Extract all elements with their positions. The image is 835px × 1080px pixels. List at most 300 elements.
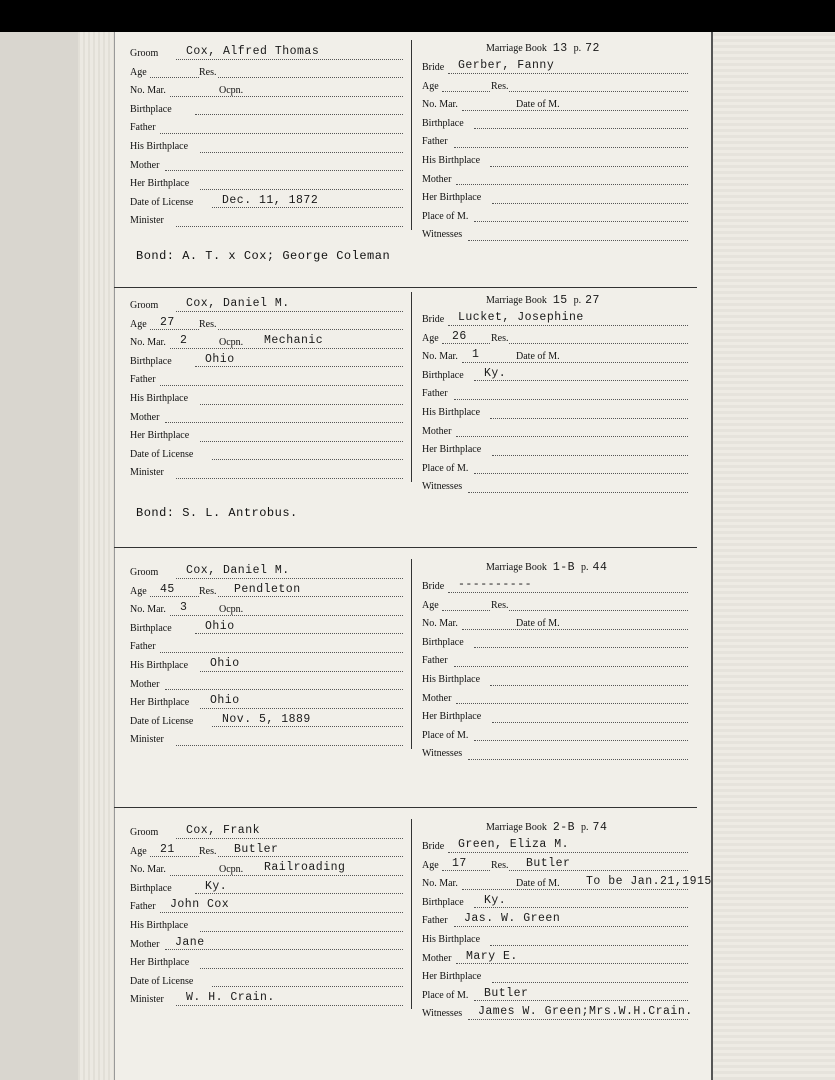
field-row-her-birthplace xyxy=(416,967,696,986)
label-date-of-license: Date of License xyxy=(130,196,194,208)
label-mother: Mother xyxy=(130,411,160,423)
dotted-line xyxy=(442,343,688,344)
field-row-witnesses xyxy=(416,477,696,496)
groom-section xyxy=(124,44,409,230)
label-date-of-m: Date of M. xyxy=(516,878,560,890)
marriage-book-line xyxy=(486,561,607,574)
field-row-bride xyxy=(416,310,696,329)
dotted-line xyxy=(462,362,688,363)
field-row-bride xyxy=(416,837,696,856)
value-mother: Mary E. xyxy=(466,949,518,963)
dotted-line xyxy=(195,366,403,367)
value-birthplace: Ky. xyxy=(484,893,507,907)
label-his-birthplace: His Birthplace xyxy=(130,919,189,931)
label-birthplace: Birthplace xyxy=(130,622,172,634)
marriage-book-number: 1-B xyxy=(552,561,576,574)
label-mother: Mother xyxy=(422,173,452,185)
value-father: John Cox xyxy=(170,898,230,912)
value-birthplace: Ohio xyxy=(205,352,235,366)
label-father: Father xyxy=(422,915,448,927)
label-age: Age xyxy=(422,599,439,611)
field-row-no-mar xyxy=(124,81,409,100)
field-row-age xyxy=(416,596,696,615)
label-ocpn: Ocpn. xyxy=(219,864,244,876)
left-margin xyxy=(78,32,114,1080)
label-mother: Mother xyxy=(422,952,452,964)
label-res: Res. xyxy=(199,585,217,597)
field-row-place-of-m xyxy=(416,207,696,226)
label-her-birthplace: Her Birthplace xyxy=(130,697,190,709)
label-groom: Groom xyxy=(130,827,159,838)
label-birthplace: Birthplace xyxy=(422,636,464,648)
dotted-line xyxy=(442,870,688,871)
dotted-line xyxy=(200,189,403,190)
dotted-line xyxy=(492,203,688,204)
field-row-mother xyxy=(416,170,696,189)
label-father: Father xyxy=(130,122,156,134)
label-place-of-m: Place of M. xyxy=(422,729,469,741)
label-father: Father xyxy=(422,136,448,148)
label-birthplace: Birthplace xyxy=(130,103,172,115)
dotted-line xyxy=(448,592,688,593)
dotted-line xyxy=(165,170,403,171)
dotted-line xyxy=(474,473,688,474)
dotted-line xyxy=(165,422,403,423)
bond-line: Bond: A. T. x Cox; George Coleman xyxy=(136,249,391,263)
field-row-her-birthplace xyxy=(124,693,409,712)
marriage-record xyxy=(114,563,697,758)
dotted-line xyxy=(442,610,688,611)
field-row-no-mar xyxy=(416,347,696,366)
label-father: Father xyxy=(130,641,156,653)
field-row-mother xyxy=(416,689,696,708)
field-row-her-birthplace xyxy=(124,426,409,445)
value-bride: ---------- xyxy=(458,578,533,591)
field-row-no-mar xyxy=(124,600,409,619)
value-age: 17 xyxy=(452,856,467,870)
dotted-line xyxy=(474,380,688,381)
field-row-date-of-license xyxy=(124,972,409,991)
marriage-book-label: Marriage Book xyxy=(486,43,547,54)
field-row-mother xyxy=(416,422,696,441)
bride-section xyxy=(416,44,696,244)
label-her-birthplace: Her Birthplace xyxy=(422,192,482,204)
field-row-age xyxy=(416,856,696,875)
value-her-birthplace: Ohio xyxy=(210,694,240,708)
field-row-no-mar xyxy=(416,874,712,893)
label-age: Age xyxy=(422,332,439,344)
bride-section xyxy=(416,821,712,1023)
label-groom: Groom xyxy=(130,567,159,578)
dotted-line xyxy=(456,436,688,437)
value-no-mar: 1 xyxy=(472,348,480,362)
label-his-birthplace: His Birthplace xyxy=(130,659,189,671)
label-place-of-m: Place of M. xyxy=(422,462,469,474)
label-her-birthplace: Her Birthplace xyxy=(422,711,482,723)
field-row-her-birthplace xyxy=(124,174,409,193)
dotted-line xyxy=(170,875,403,876)
value-date-of-license: Nov. 5, 1889 xyxy=(222,712,311,726)
field-row-minister xyxy=(124,730,409,749)
field-row-date-of-license xyxy=(124,445,409,464)
dotted-line xyxy=(448,73,688,74)
dotted-line xyxy=(212,459,403,460)
field-row-witnesses xyxy=(416,1004,696,1023)
dotted-line xyxy=(150,77,403,78)
marriage-book-number: 2-B xyxy=(552,821,576,834)
label-age: Age xyxy=(422,859,439,871)
dotted-line xyxy=(200,441,403,442)
label-her-birthplace: Her Birthplace xyxy=(130,430,190,442)
dotted-line xyxy=(212,207,403,208)
dotted-line xyxy=(170,96,403,97)
label-his-birthplace: His Birthplace xyxy=(422,154,481,166)
page-edge xyxy=(711,32,713,1080)
field-row-minister xyxy=(124,990,409,1009)
label-age: Age xyxy=(130,318,147,330)
value-bride: Green, Eliza M. xyxy=(458,838,570,851)
page-label: p. xyxy=(573,295,582,306)
label-res: Res. xyxy=(199,845,217,857)
field-row-mother xyxy=(124,935,409,954)
dotted-line xyxy=(448,852,688,853)
field-row-groom xyxy=(124,296,409,315)
value-age: 27 xyxy=(160,315,175,329)
value-birthplace: Ohio xyxy=(205,619,235,633)
field-row-father xyxy=(416,384,696,403)
label-res: Res. xyxy=(199,66,217,78)
marriage-book-label: Marriage Book xyxy=(486,822,547,833)
dotted-line xyxy=(474,1000,688,1001)
column-divider xyxy=(411,559,412,749)
value-res: Butler xyxy=(526,856,571,870)
dotted-line xyxy=(490,166,688,167)
label-res: Res. xyxy=(491,332,509,344)
label-mother: Mother xyxy=(422,425,452,437)
field-row-age xyxy=(416,329,696,348)
label-witnesses: Witnesses xyxy=(422,229,463,241)
value-his-birthplace: Ohio xyxy=(210,656,240,670)
column-divider xyxy=(411,40,412,230)
dotted-line xyxy=(176,745,403,746)
value-res: Butler xyxy=(234,842,279,856)
dotted-line xyxy=(200,708,403,709)
value-groom: Cox, Daniel M. xyxy=(186,297,290,310)
field-row-date-of-license xyxy=(124,712,409,731)
label-father: Father xyxy=(130,374,156,386)
dotted-line xyxy=(195,633,403,634)
groom-section xyxy=(124,296,409,482)
label-bride: Bride xyxy=(422,62,445,73)
field-row-father xyxy=(416,132,696,151)
field-row-father xyxy=(124,118,409,137)
field-row-groom xyxy=(124,563,409,582)
label-witnesses: Witnesses xyxy=(422,748,463,760)
value-no-mar: 3 xyxy=(180,601,188,615)
value-witnesses: James W. Green;Mrs.W.H.Crain. xyxy=(478,1005,693,1019)
field-row-father xyxy=(124,370,409,389)
dotted-line xyxy=(170,615,403,616)
value-groom: Cox, Alfred Thomas xyxy=(186,45,320,58)
label-age: Age xyxy=(130,66,147,78)
dotted-line xyxy=(176,838,403,839)
value-ocpn: Mechanic xyxy=(264,334,324,348)
dotted-line xyxy=(454,926,688,927)
dotted-line xyxy=(468,240,688,241)
dotted-line xyxy=(490,418,688,419)
label-father: Father xyxy=(422,655,448,667)
label-his-birthplace: His Birthplace xyxy=(422,933,481,945)
dotted-line xyxy=(474,740,688,741)
field-row-her-birthplace xyxy=(124,953,409,972)
field-row-birthplace xyxy=(416,114,696,133)
dotted-line xyxy=(492,982,688,983)
dotted-line xyxy=(456,703,688,704)
label-ocpn: Ocpn. xyxy=(219,604,244,616)
label-minister: Minister xyxy=(130,994,164,1006)
dotted-line xyxy=(150,329,403,330)
dotted-line xyxy=(195,114,403,115)
value-groom: Cox, Frank xyxy=(186,824,261,837)
field-row-his-birthplace xyxy=(124,137,409,156)
dotted-line xyxy=(474,128,688,129)
field-row-witnesses xyxy=(416,744,696,763)
field-row-his-birthplace xyxy=(416,151,696,170)
label-her-birthplace: Her Birthplace xyxy=(422,444,482,456)
bride-section xyxy=(416,296,696,496)
label-mother: Mother xyxy=(130,938,160,950)
label-mother: Mother xyxy=(422,692,452,704)
value-groom: Cox, Daniel M. xyxy=(186,564,290,577)
dotted-line xyxy=(448,325,688,326)
field-row-father xyxy=(124,637,409,656)
marriage-book-label: Marriage Book xyxy=(486,562,547,573)
dotted-line xyxy=(468,1019,688,1020)
record-separator xyxy=(114,807,697,808)
dotted-line xyxy=(160,133,403,134)
dotted-line xyxy=(454,147,688,148)
field-row-mother xyxy=(124,675,409,694)
value-father: Jas. W. Green xyxy=(464,912,561,926)
field-row-age xyxy=(416,77,696,96)
record-separator xyxy=(114,547,697,548)
label-no-mar: No. Mar. xyxy=(130,337,166,349)
dotted-line xyxy=(212,986,403,987)
label-minister: Minister xyxy=(130,467,164,479)
label-witnesses: Witnesses xyxy=(422,1008,463,1020)
label-no-mar: No. Mar. xyxy=(422,351,458,363)
value-age: 21 xyxy=(160,842,175,856)
field-row-birthplace xyxy=(124,100,409,119)
field-row-her-birthplace xyxy=(416,188,696,207)
field-row-age xyxy=(124,842,409,861)
label-no-mar: No. Mar. xyxy=(130,864,166,876)
dotted-line xyxy=(456,184,688,185)
label-birthplace: Birthplace xyxy=(422,896,464,908)
value-age: 45 xyxy=(160,582,175,596)
field-row-place-of-m xyxy=(416,726,696,745)
field-row-age xyxy=(124,582,409,601)
field-row-his-birthplace xyxy=(124,389,409,408)
label-date-of-license: Date of License xyxy=(130,448,194,460)
value-bride: Lucket, Josephine xyxy=(458,311,584,324)
record-separator xyxy=(114,287,697,288)
label-her-birthplace: Her Birthplace xyxy=(130,178,190,190)
groom-section xyxy=(124,563,409,749)
label-age: Age xyxy=(422,80,439,92)
label-his-birthplace: His Birthplace xyxy=(422,673,481,685)
label-age: Age xyxy=(130,585,147,597)
field-row-place-of-m xyxy=(416,986,696,1005)
label-date-of-license: Date of License xyxy=(130,715,194,727)
label-bride: Bride xyxy=(422,314,445,325)
dotted-line xyxy=(490,685,688,686)
marriage-book-line xyxy=(486,42,600,55)
label-place-of-m: Place of M. xyxy=(422,989,469,1001)
dotted-line xyxy=(200,931,403,932)
label-place-of-m: Place of M. xyxy=(422,210,469,222)
dotted-line xyxy=(462,629,688,630)
label-bride: Bride xyxy=(422,841,445,852)
label-minister: Minister xyxy=(130,734,164,746)
value-place-of-m: Butler xyxy=(484,986,529,1000)
field-row-his-birthplace xyxy=(416,670,696,689)
field-row-groom xyxy=(124,823,409,842)
field-row-bride xyxy=(416,577,696,596)
field-row-his-birthplace xyxy=(416,403,696,422)
dotted-line xyxy=(160,912,403,913)
dotted-line xyxy=(200,404,403,405)
field-row-no-mar xyxy=(124,333,409,352)
label-father: Father xyxy=(422,388,448,400)
dotted-line xyxy=(474,221,688,222)
dotted-line xyxy=(165,689,403,690)
label-his-birthplace: His Birthplace xyxy=(130,392,189,404)
value-minister: W. H. Crain. xyxy=(186,991,275,1005)
label-witnesses: Witnesses xyxy=(422,481,463,493)
label-his-birthplace: His Birthplace xyxy=(130,140,189,152)
page-number: 27 xyxy=(585,294,600,307)
field-row-birthplace xyxy=(416,633,696,652)
value-no-mar: 2 xyxy=(180,334,188,348)
field-row-birthplace xyxy=(124,879,409,898)
value-date-of-m: To be Jan.21,1915 xyxy=(586,875,712,889)
field-row-age xyxy=(124,63,409,82)
label-res: Res. xyxy=(199,318,217,330)
marriage-book-label: Marriage Book xyxy=(486,295,547,306)
label-date-of-m: Date of M. xyxy=(516,99,560,111)
field-row-age xyxy=(124,315,409,334)
field-row-his-birthplace xyxy=(416,930,696,949)
marriage-record xyxy=(114,44,697,239)
field-row-birthplace xyxy=(124,619,409,638)
field-row-birthplace xyxy=(416,366,696,385)
dotted-line xyxy=(200,968,403,969)
field-row-father xyxy=(124,897,409,916)
label-no-mar: No. Mar. xyxy=(130,604,166,616)
dotted-line xyxy=(176,478,403,479)
label-date-of-license: Date of License xyxy=(130,975,194,987)
page-number: 44 xyxy=(592,561,608,574)
dotted-line xyxy=(474,907,688,908)
label-mother: Mother xyxy=(130,678,160,690)
label-date-of-m: Date of M. xyxy=(516,618,560,630)
field-row-no-mar xyxy=(416,614,696,633)
field-row-witnesses xyxy=(416,225,696,244)
value-bride: Gerber, Fanny xyxy=(458,59,555,72)
dotted-line xyxy=(442,91,688,92)
field-row-date-of-license xyxy=(124,193,409,212)
dotted-line xyxy=(490,945,688,946)
dotted-line xyxy=(454,666,688,667)
value-res: Pendleton xyxy=(234,582,301,596)
label-father: Father xyxy=(130,901,156,913)
dotted-line xyxy=(160,652,403,653)
field-row-mother xyxy=(124,156,409,175)
dotted-line xyxy=(200,152,403,153)
bond-line: Bond: S. L. Antrobus. xyxy=(136,506,298,520)
marriage-book-line xyxy=(486,294,600,307)
label-her-birthplace: Her Birthplace xyxy=(422,971,482,983)
label-his-birthplace: His Birthplace xyxy=(422,406,481,418)
field-row-his-birthplace xyxy=(124,916,409,935)
dotted-line xyxy=(200,671,403,672)
dotted-line xyxy=(454,399,688,400)
dotted-line xyxy=(176,1005,403,1006)
page-label: p. xyxy=(573,43,582,54)
dotted-line xyxy=(176,578,403,579)
field-row-no-mar xyxy=(416,95,696,114)
label-no-mar: No. Mar. xyxy=(422,99,458,111)
field-row-minister xyxy=(124,463,409,482)
value-birthplace: Ky. xyxy=(205,879,228,893)
value-mother: Jane xyxy=(175,935,205,949)
field-row-birthplace xyxy=(124,352,409,371)
field-row-mother xyxy=(124,408,409,427)
page-number: 74 xyxy=(592,821,608,834)
label-ocpn: Ocpn. xyxy=(219,337,244,349)
dotted-line xyxy=(212,726,403,727)
label-age: Age xyxy=(130,845,147,857)
dotted-line xyxy=(150,856,403,857)
right-margin xyxy=(711,32,835,1080)
dotted-line xyxy=(468,492,688,493)
label-res: Res. xyxy=(491,859,509,871)
label-minister: Minister xyxy=(130,215,164,227)
marriage-book-line xyxy=(486,821,607,834)
dotted-line xyxy=(176,311,403,312)
dotted-line xyxy=(165,949,403,950)
marriage-book-number: 15 xyxy=(552,294,568,307)
field-row-father xyxy=(416,911,696,930)
label-mother: Mother xyxy=(130,159,160,171)
field-row-minister xyxy=(124,211,409,230)
dotted-line xyxy=(170,348,403,349)
field-row-his-birthplace xyxy=(124,656,409,675)
label-bride: Bride xyxy=(422,581,445,592)
label-birthplace: Birthplace xyxy=(422,369,464,381)
value-birthplace: Ky. xyxy=(484,366,507,380)
dotted-line xyxy=(462,889,688,890)
field-row-place-of-m xyxy=(416,459,696,478)
field-row-her-birthplace xyxy=(416,440,696,459)
label-groom: Groom xyxy=(130,300,159,311)
value-date-of-license: Dec. 11, 1872 xyxy=(222,193,319,207)
dotted-line xyxy=(492,722,688,723)
label-no-mar: No. Mar. xyxy=(422,618,458,630)
label-date-of-m: Date of M. xyxy=(516,351,560,363)
value-age: 26 xyxy=(452,329,467,343)
